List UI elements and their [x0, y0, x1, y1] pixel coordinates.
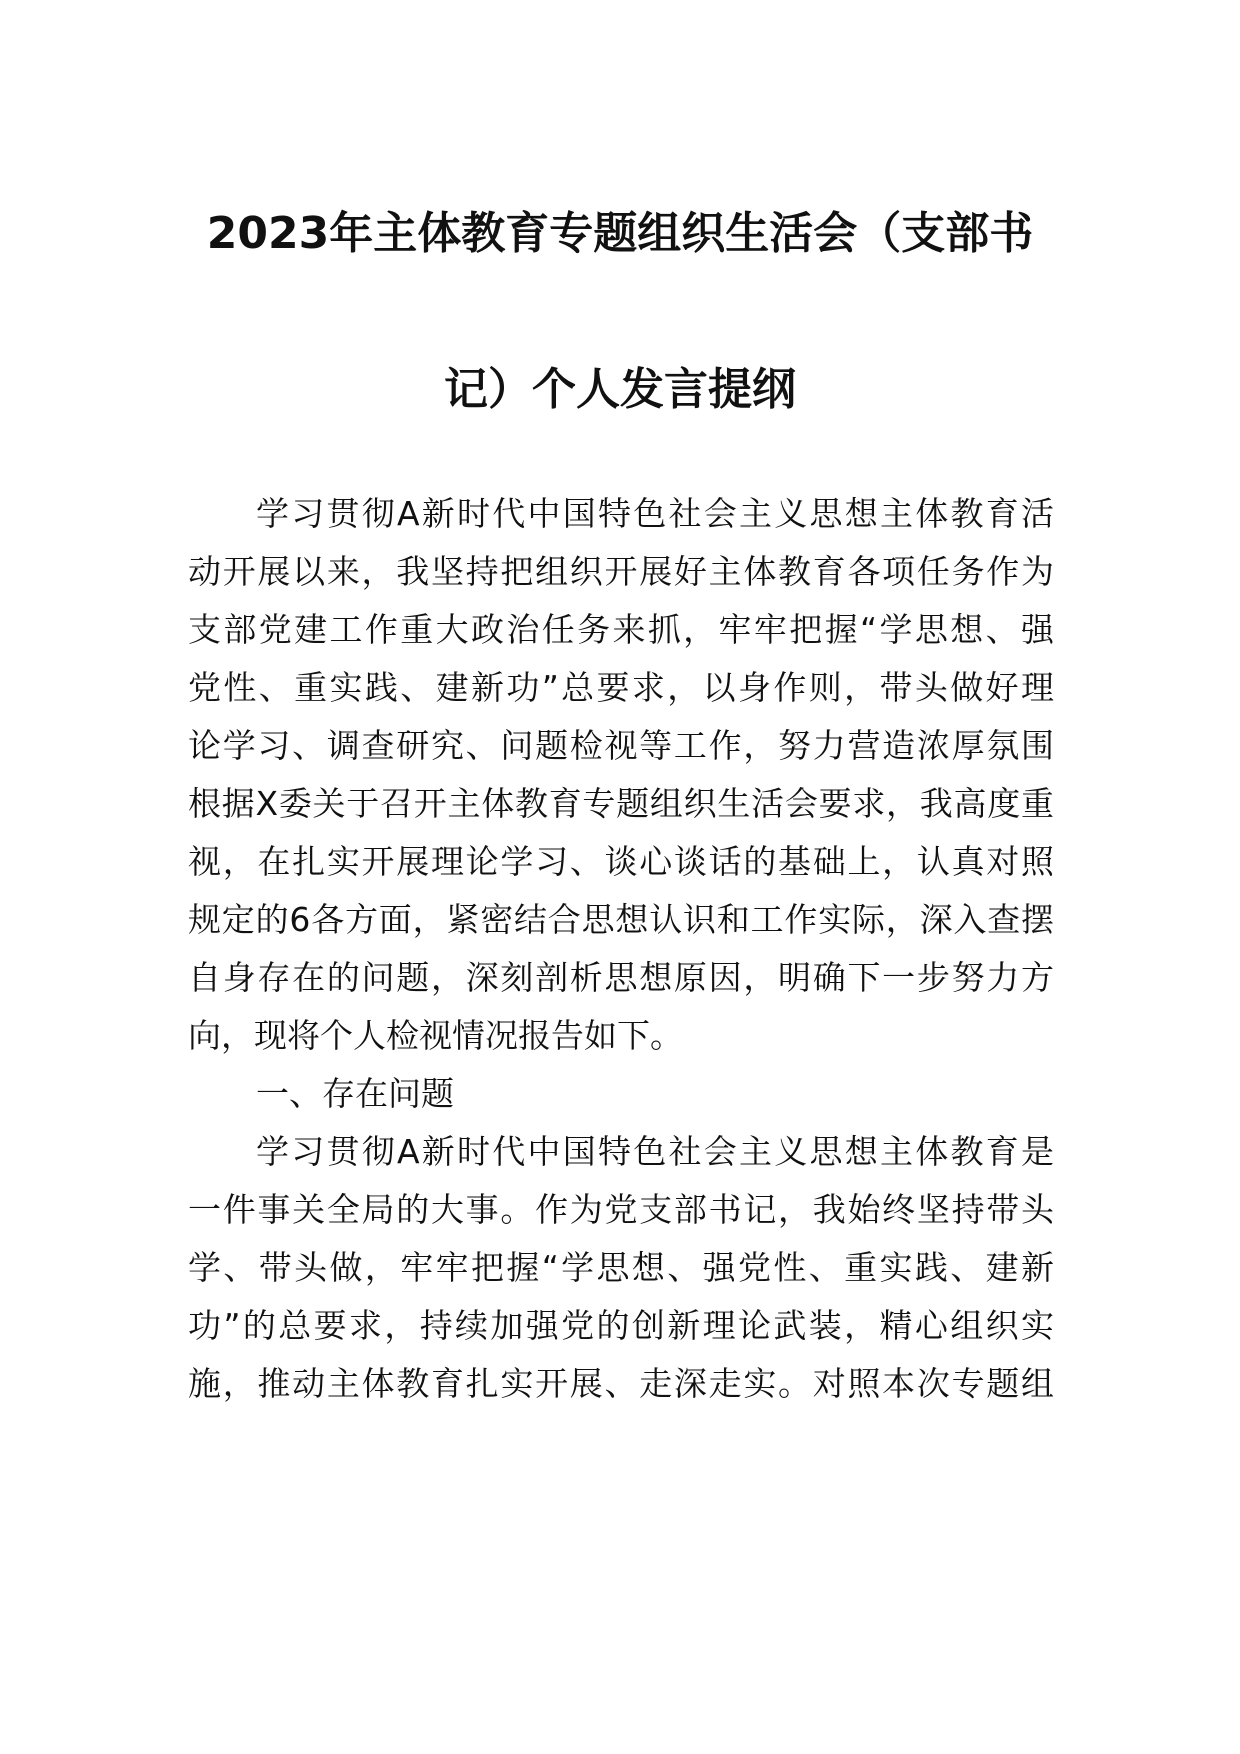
paragraph-1-line: 向，现将个人检视情况报告如下。: [188, 1016, 683, 1055]
paragraph-1-line: 支部党建工作重大政治任务来抓，牢牢把握“学思想、强: [188, 610, 1054, 649]
paragraph-1-line: 党性、重实践、建新功”总要求，以身作则，带头做好理: [188, 668, 1054, 707]
paragraph-1-line: 视，在扎实开展理论学习、谈心谈话的基础上，认真对照: [188, 842, 1054, 881]
paragraph-1-line: 规定的6各方面，紧密结合思想认识和工作实际，深入查摆: [188, 900, 1054, 939]
paragraph-1-line: 根据X委关于召开主体教育专题组织生活会要求，我高度重: [188, 784, 1054, 823]
document-title-line-1: 2023年主体教育专题组织生活会（支部书: [206, 208, 1034, 259]
paragraph-2-line: 施，推动主体教育扎实开展、走深走实。对照本次专题组: [188, 1364, 1054, 1403]
document-title-line-2: 记）个人发言提纲: [444, 364, 796, 415]
paragraph-2-line: 学习贯彻A新时代中国特色社会主义思想主体教育是: [256, 1132, 1054, 1171]
paragraph-2-line: 一件事关全局的大事。作为党支部书记，我始终坚持带头: [188, 1190, 1054, 1229]
paragraph-2-line: 功”的总要求，持续加强党的创新理论武装，精心组织实: [188, 1306, 1054, 1345]
paragraph-2-line: 学、带头做，牢牢把握“学思想、强党性、重实践、建新: [188, 1248, 1054, 1287]
paragraph-1-line: 论学习、调查研究、问题检视等工作，努力营造浓厚氛围: [188, 726, 1054, 765]
paragraph-1-line: 自身存在的问题，深刻剖析思想原因，明确下一步努力方: [188, 958, 1054, 997]
section-heading: 一、存在问题: [256, 1074, 454, 1113]
paragraph-1-line: 动开展以来，我坚持把组织开展好主体教育各项任务作为: [188, 552, 1054, 591]
paragraph-1-line: 学习贯彻A新时代中国特色社会主义思想主体教育活: [256, 494, 1054, 533]
